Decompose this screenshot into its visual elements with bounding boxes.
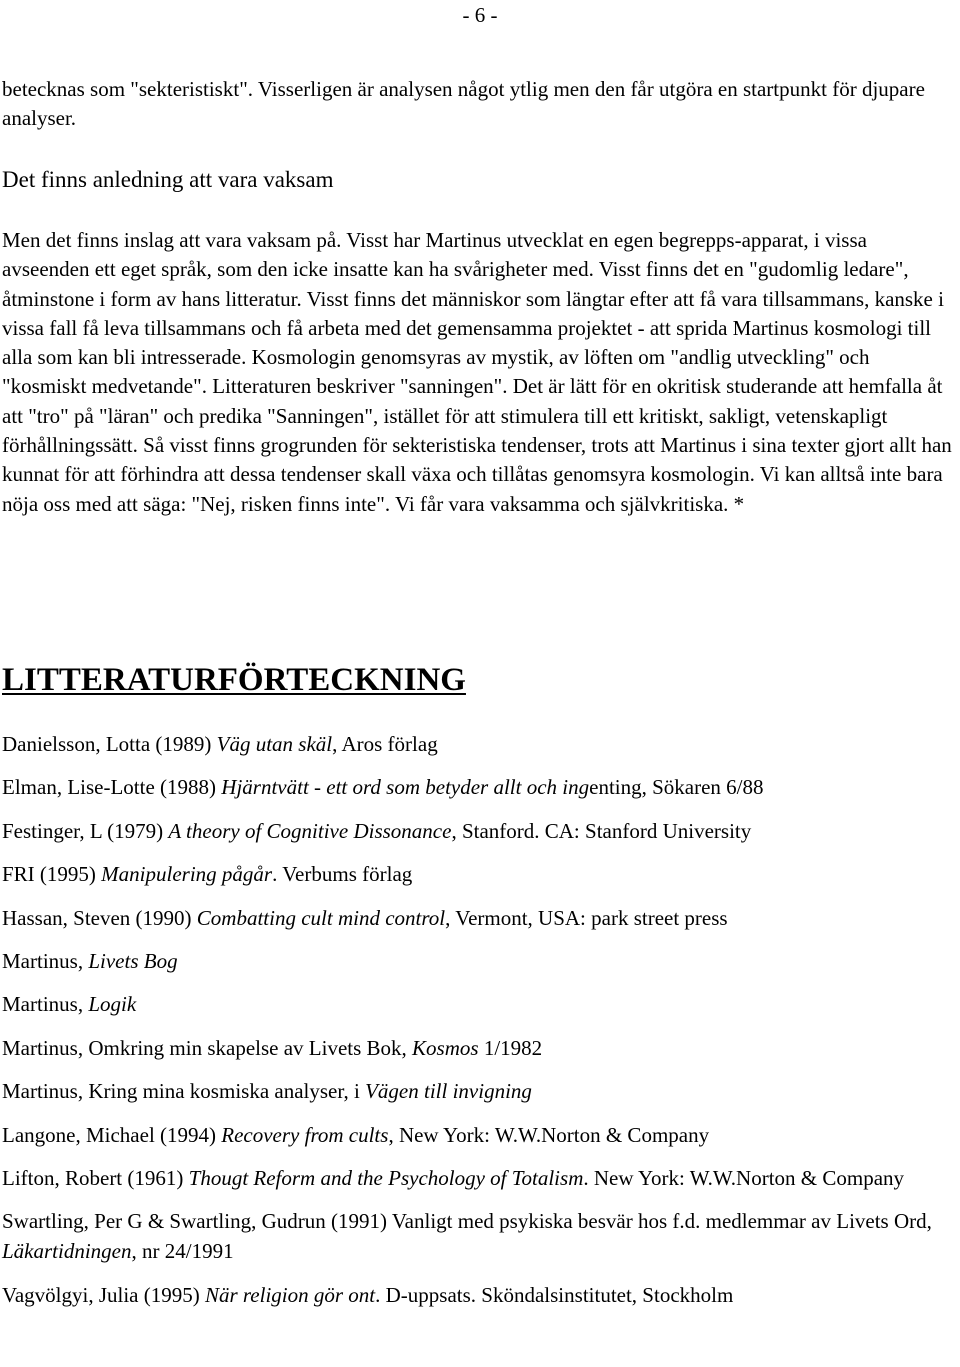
reference-author: Elman, Lise-Lotte (1988)	[2, 775, 222, 800]
reference-entry	[2, 1076, 958, 1106]
reference-entry	[2, 1206, 958, 1266]
reference-author: Martinus,	[2, 992, 89, 1017]
reference-details: , New York: W.W.Norton & Company	[388, 1122, 710, 1147]
reference-author: Vagvölgyi, Julia (1995)	[2, 1282, 205, 1307]
body-paragraph: betecknas som "sekteristiskt". Visserligen är analysen något ytlig men den får utgöra en startpunkt för djupare analyser.	[2, 77, 925, 131]
reference-entry	[2, 772, 958, 802]
reference-author: Martinus, Omkring min skapelse av Livets Bok,	[2, 1035, 413, 1060]
reference-entry	[2, 989, 958, 1019]
reference-title: Logik	[88, 992, 137, 1017]
page-number: - 6 -	[462, 3, 498, 27]
reference-details: , Aros förlag	[332, 732, 438, 756]
reference-author: Langone, Michael (1994)	[2, 1122, 222, 1147]
reference-author: Danielsson, Lotta (1989)	[2, 732, 217, 756]
reference-entry	[2, 1120, 958, 1150]
reference-entry	[2, 946, 958, 976]
reference-author: Martinus, Kring mina kosmiska analyser, i	[2, 1079, 366, 1104]
reference-title: Kosmos	[412, 1035, 479, 1060]
reference-author: Festinger, L (1979)	[2, 818, 169, 843]
reference-title: Läkartidningen	[2, 1239, 132, 1264]
reference-entry	[2, 729, 958, 759]
reference-details: . D-uppsats. Sköndalsinstitutet, Stockholm	[375, 1282, 734, 1307]
reference-details: . New York: W.W.Norton & Company	[583, 1165, 905, 1190]
reference-author: Lifton, Robert (1961)	[2, 1165, 189, 1190]
reference-title: A theory of Cognitive Dissonance	[168, 818, 452, 843]
reference-details: 1/1982	[478, 1035, 543, 1060]
reference-title: Väg utan skäl	[216, 732, 333, 756]
section-heading: Det finns anledning att vara vaksam	[2, 167, 334, 192]
reference-entry	[2, 903, 958, 933]
reference-author: Swartling, Per G & Swartling, Gudrun (1991) Vanligt med psykiska besvär hos f.d. medlemmar av Livets Ord,	[2, 1209, 932, 1234]
bibliography-list	[2, 729, 958, 1310]
reference-details: , Stanford. CA: Stanford University	[451, 818, 752, 843]
reference-author: Hassan, Steven (1990)	[2, 905, 197, 930]
body-paragraph: Men det finns inslag att vara vaksam på. Visst har Martinus utvecklat en egen begrepps-apparat, i vissa avseenden ett eget språk, som den icke insatte kan ha svårigheter med. Visst finns det en "gudomlig ledare", åtminstone i form av hans litteratur. Visst finns det människor som längtar efter att få vara tillsammans, kanske i vissa fall få leva tillsammans och få arbeta med det gemensamma projektet - att sprida Martinus kosmologi till alla som kan bli intresserade. Kosmologin genomsyras av mystik, av löften om "andlig utveckling" och "kosmiskt medvetande". Litteraturen beskriver "sanningen". Det är lätt för en okritisk studerande att hemfalla åt att "tro" på "läran" och predika "Sanningen", istället för att stimulera till ett kritiskt, sakligt, vetenskapligt förhållningssätt. Så visst finns grogrunden för sekteristiska tendenser, trots att Martinus i sina texter gjort allt han kunnat för att förhindra att dessa tendenser skall växa och tillåtas genomsyra kosmologin. Vi kan alltså inte bara nöja oss med att säga: "Nej, risken finns inte". Vi får vara vaksamma och självkritiska. *	[2, 228, 952, 516]
reference-details: . Verbums förlag	[272, 862, 413, 887]
reference-title: Livets Bog	[88, 948, 178, 973]
reference-entry	[2, 1280, 958, 1310]
reference-author: FRI (1995)	[2, 862, 102, 887]
reference-entry	[2, 816, 958, 846]
reference-title: Combatting cult mind control	[196, 905, 446, 930]
reference-details: enting, Sökaren 6/88	[589, 775, 764, 800]
reference-details: , nr 24/1991	[131, 1239, 234, 1264]
reference-details: , Vermont, USA: park street press	[445, 905, 728, 930]
reference-title: Hjärntvätt - ett ord som betyder allt och ing	[221, 775, 590, 800]
reference-title: När religion gör ont	[204, 1282, 376, 1307]
reference-title: Thougt Reform and the Psychology of Totalism	[188, 1165, 584, 1190]
reference-entry	[2, 1033, 958, 1063]
reference-title: Vägen till invigning	[365, 1079, 532, 1104]
reference-entry	[2, 1163, 958, 1193]
reference-author: Martinus,	[2, 948, 89, 973]
reference-entry	[2, 859, 958, 889]
reference-title: Recovery from cults	[221, 1122, 389, 1147]
reference-title: Manipulering pågår	[101, 862, 273, 887]
bibliography-title: LITTERATURFÖRTECKNING	[2, 662, 466, 698]
